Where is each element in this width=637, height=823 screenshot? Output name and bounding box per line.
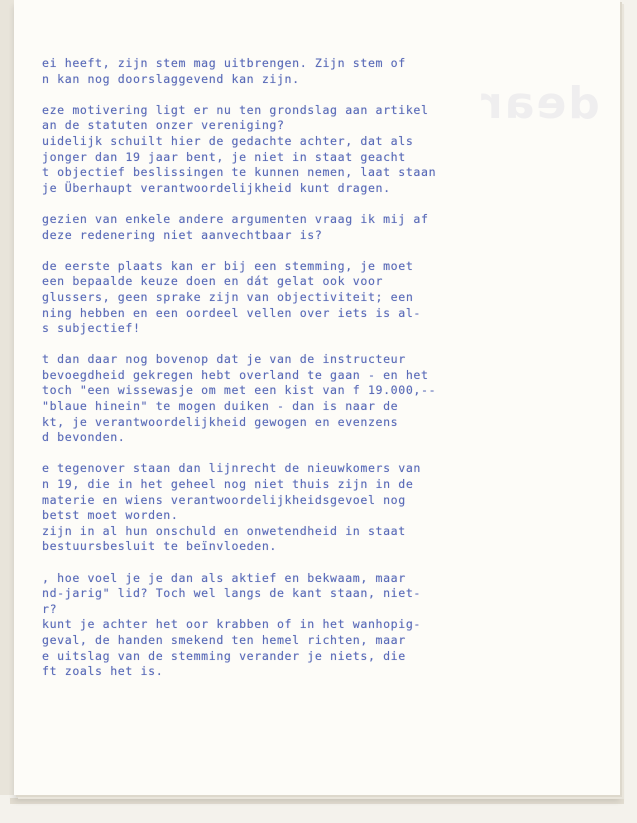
- text-line: , hoe voel je je dan als aktief en bekwaam, maar: [42, 570, 406, 585]
- text-line: ft zoals het is.: [42, 664, 164, 679]
- text-line: uidelijk schuilt hier de gedachte achter, dat als: [42, 133, 414, 148]
- text-line: t objectief beslissingen te kunnen nemen, laat staan: [42, 165, 437, 180]
- text-line: bestuursbesluit te beïnvloeden.: [42, 539, 277, 554]
- text-line: eze motivering ligt er nu ten grondslag aan artikel: [42, 102, 429, 117]
- typewritten-page: [14, 0, 620, 795]
- paragraph: [42, 56, 602, 87]
- paragraph: [42, 352, 602, 446]
- text-line: n 19, die in het geheel nog niet thuis zijn in de: [42, 477, 414, 492]
- text-line: nd-jarig" lid? Toch wel langs de kant staan, niet-: [42, 586, 422, 601]
- text-line: kunt je achter het oor krabben of in het wanhopig-: [42, 617, 422, 632]
- text-line: an de statuten onzer vereniging?: [42, 118, 285, 133]
- text-line: t dan daar nog bovenop dat je van de instructeur: [42, 352, 406, 367]
- paragraph: [42, 103, 602, 197]
- text-line: d bevonden.: [42, 430, 126, 445]
- text-line: geval, de handen smekend ten hemel richten, maar: [42, 632, 406, 647]
- text-line: glussers, geen sprake zijn van objectiviteit; een: [42, 289, 414, 304]
- text-line: e tegenover staan dan lijnrecht de nieuwkomers van: [42, 461, 422, 476]
- paragraph: [42, 571, 602, 680]
- text-line: toch "een wissewasje om met een kist van f 19.000,--: [42, 383, 437, 398]
- text-line: e uitslag van de stemming verander je niets, die: [42, 648, 406, 663]
- text-line: bevoegdheid gekregen hebt overland te gaan - en het: [42, 367, 429, 382]
- stack-edge: [0, 0, 15, 795]
- text-line: gezien van enkele andere argumenten vraag ik mij af: [42, 211, 429, 226]
- stack-bottom-edge: [10, 798, 624, 804]
- paragraph: [42, 461, 602, 555]
- text-line: een bepaalde keuze doen en dát gelat ook voor: [42, 274, 384, 289]
- document-body: [42, 56, 602, 695]
- paragraph: [42, 259, 602, 337]
- text-line: ning hebben en een oordeel vellen over iets is al-: [42, 305, 422, 320]
- text-line: zijn in al hun onschuld en onwetendheid in staat: [42, 523, 406, 538]
- text-line: s subjectief!: [42, 321, 141, 336]
- text-line: "blaue hinein" te mogen duiken - dan is naar de: [42, 399, 399, 414]
- text-line: ei heeft, zijn stem mag uitbrengen. Zijn stem of: [42, 56, 406, 70]
- paragraph: [42, 212, 602, 243]
- text-line: deze redenering niet aanvechtbaar is?: [42, 227, 323, 242]
- text-line: r?: [42, 601, 58, 616]
- bleed-through-mark: dear: [479, 78, 600, 129]
- text-line: kt, je verantwoordelijkheid gewogen en evenzens: [42, 414, 399, 429]
- text-line: je Überhaupt verantwoordelijkheid kunt dragen.: [42, 180, 391, 195]
- text-line: betst moet worden.: [42, 508, 179, 523]
- text-line: jonger dan 19 jaar bent, je niet in staat geacht: [42, 149, 406, 164]
- text-line: n kan nog doorslaggevend kan zijn.: [42, 71, 300, 86]
- text-line: de eerste plaats kan er bij een stemming, je moet: [42, 258, 414, 273]
- text-line: materie en wiens verantwoordelijkheidsgevoel nog: [42, 492, 406, 507]
